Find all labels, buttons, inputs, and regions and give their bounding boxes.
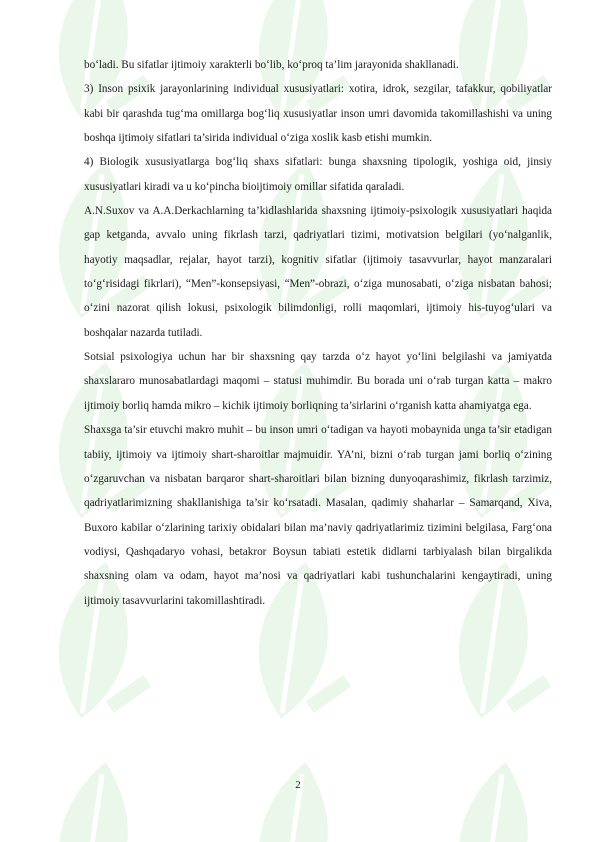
- paragraph-5: Sotsial psixologiya uchun har bir shaxsning qay tarzda o‘z hayot yo‘lini belgilashi va jamiyatda shaxslararo munosabatlardagi maqomi – statusi muhimdir. Bu borada uni o‘rab turgan katta – makro ijtimoiy borliq hamda mikro – kichik ijtimoiy borliqning ta’sirlarini o‘rganish katta ahamiyatga ega.: [84, 351, 552, 412]
- paragraph-2: 3) Inson psixik jarayonlarining individual xususiyatlari: xotira, idrok, sezgilar, tafakkur, qobiliyatlar kabi bir qarashda tug‘ma omillarga bog‘liq xususiyatlar inson umri davomida takomillashishi va uning boshqa ijtimoiy sifatlari ta’sirida individual o‘ziga xoslik kasb etishi mumkin.: [84, 83, 552, 145]
- paragraph-1: bo‘ladi. Bu sifatlar ijtimoiy xarakterli bo‘lib, ko‘proq ta’lim jarayonida shakllanadi.: [84, 59, 459, 71]
- paragraph-3: 4) Biologik xususiyatlarga bog‘liq shaxs sifatlari: bunga shaxsning tipologik, yoshiga oid, jinsiy xususiyatlari kiradi va u ko‘pincha bioijtimoiy omillar sifatida qaraladi.: [84, 156, 552, 193]
- paragraph-4: A.N.Suxov va A.A.Derkachlarning ta’kidlashlarida shaxsning ijtimoiy-psixologik xususiyatlari haqida gap ketganda, avvalo uning fikrlash tarzi, qadriyatlari tizimi, motivatsion belgilari (yo‘nalganlik, hayotiy maqsadlar, rejalar, hayot tarzi), kognitiv sifatlar (ijtimoiy tasavvurlar, hayot manzaralari to‘g‘risidagi fikrlari), “Men”-konsepsiyasi, “Men”-obrazi, o‘ziga munosabati, o‘ziga nisbatan bahosi; o‘zini nazorat qilish lokusi, psixologik bilimdonligi, rolli maqomlari, ijtimoiy his-tuyog‘ulari va boshqalar nazarda tutiladi.: [84, 205, 552, 339]
- document-page: [84, 53, 552, 613]
- paragraph-6: Shaxsga ta’sir etuvchi makro muhit – bu inson umri o‘tadigan va hayoti mobaynida unga ta’sir etadigan tabiiy, ijtimoiy va ijtimoiy shart-sharoitlar majmuidir. YA’ni, bizni o‘rab turgan jami borliq o‘zining o‘zgaruvchan va nisbatan barqaror shart-sharoitlari bilan bizning dunyoqarashimiz, fikrlash tarzimiz, qadriyatlarimizning shakllanishiga ta’sir ko‘rsatadi. Masalan, qadimiy shaharlar – Samarqand, Xiva, Buxoro kabilar o‘zlarining tarixiy obidalari bilan ma’naviy qadriyatlarimiz tizimini belgilasa, Farg‘ona vodiysi, Qashqadaryo vohasi, betakror Boysun tabiati estetik didlarni tarbiyalash bilan birgalikda shaxsning olam va odam, hayot ma’nosi va qadriyatlari kabi tushunchalarini kengaytiradi, uning ijtimoiy tasavvurlarini takomillashtiradi.: [84, 424, 552, 607]
- leaf-watermark-icon: [16, 762, 180, 842]
- leaf-watermark-icon: [216, 762, 380, 842]
- leaf-watermark-icon: [416, 762, 580, 842]
- page-number: 2: [295, 779, 301, 791]
